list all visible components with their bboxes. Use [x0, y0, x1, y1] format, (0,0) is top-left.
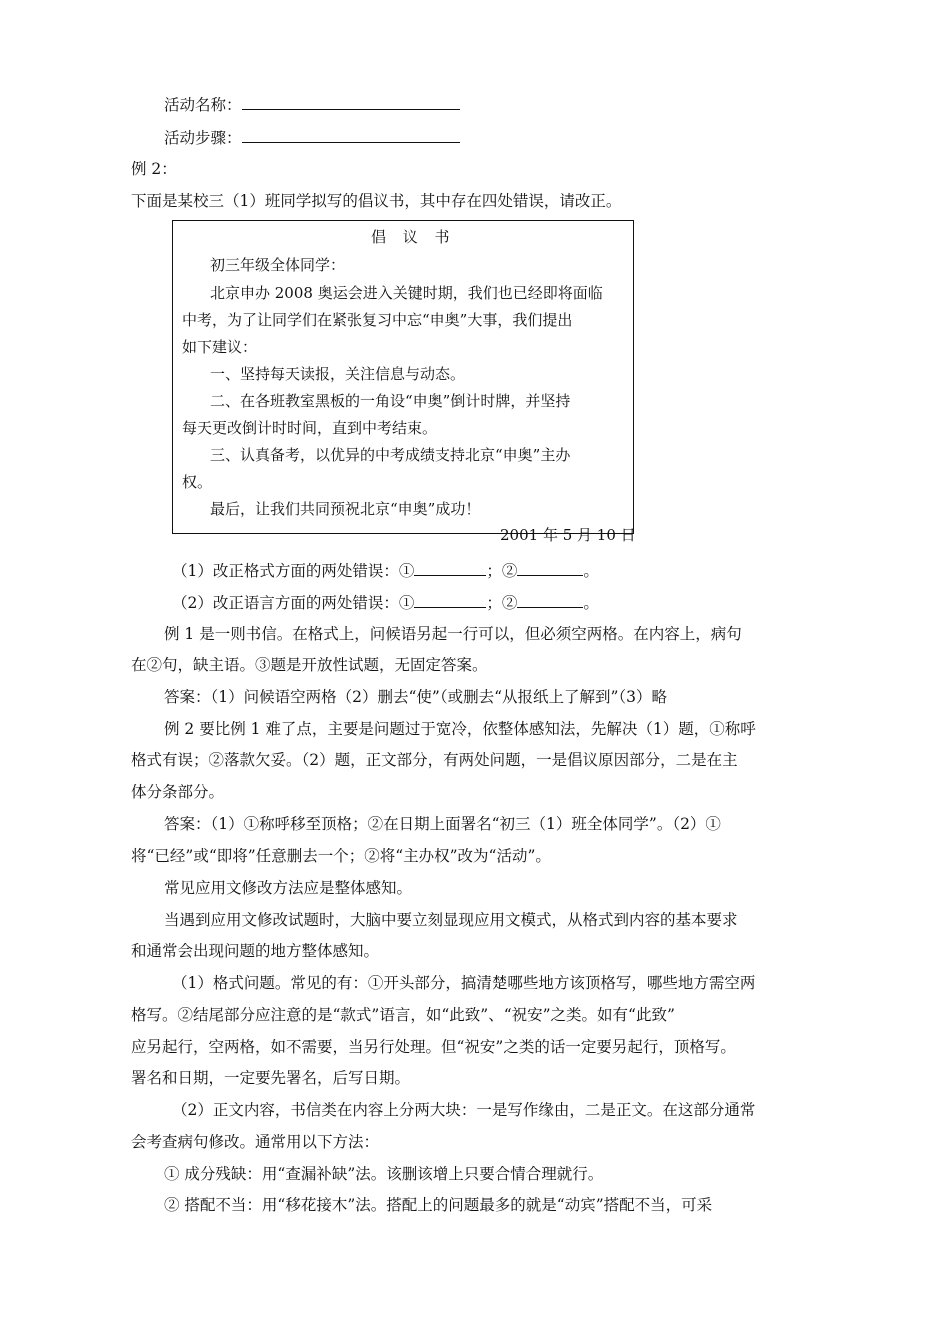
question-2-end: 。 — [583, 594, 599, 612]
question-1-end: 。 — [583, 562, 599, 580]
analysis-line: 体分条部分。 — [131, 783, 225, 801]
letter-closing: 最后，让我们共同预祝北京“申奥”成功！ — [210, 500, 481, 518]
activity-steps-label: 活动步骤： — [164, 129, 242, 147]
answer-blank-1[interactable] — [414, 560, 486, 576]
analysis-line: 格式有误；②落款欠妥。（2）题，正文部分，有两处问题，一是倡议原因部分，二是在主 — [131, 751, 738, 769]
analysis-line: 会考查病句修改。通常用以下方法： — [131, 1133, 380, 1151]
letter-item-2-cont: 每天更改倒计时时间，直到中考结束。 — [182, 419, 438, 437]
answer-blank-2[interactable] — [517, 560, 583, 576]
letter-paragraph-line: 中考，为了让同学们在紧张复习中忘“申奥”大事，我们提出 — [182, 311, 573, 329]
question-1-text: （1）改正格式方面的两处错误：① — [172, 562, 415, 580]
analysis-line: ② 搭配不当：用“移花接木”法。搭配上的问题最多的就是“动宾”搭配不当，可采 — [164, 1196, 713, 1214]
example2-heading: 例 2： — [131, 160, 177, 178]
analysis-line: 例 2 要比例 1 难了点，主要是问题过于宽冷，依整体感知法，先解决（1）题，①称呼 — [164, 720, 756, 738]
letter-title: 倡 议 书 — [371, 228, 456, 246]
question-2-sep: ；② — [486, 594, 518, 612]
letter-item-1: 一、坚持每天读报，关注信息与动态。 — [210, 365, 466, 383]
analysis-line: ① 成分残缺：用“查漏补缺”法。该删该增上只要合情合理就行。 — [164, 1165, 604, 1183]
activity-name-blank[interactable] — [242, 94, 460, 110]
activity-name-label: 活动名称： — [164, 96, 242, 114]
answer-line: 答案：（1）①称呼移至顶格；②在日期上面署名“初三（1）班全体同学”。（2）① — [164, 815, 721, 833]
answer-line: 答案：（1）问候语空两格（2）删去“使”（或删去“从报纸上了解到”（3）略 — [164, 688, 668, 706]
analysis-line: 应另起行，空两格，如不需要，当另行处理。但“祝安”之类的话一定要另起行，顶格写。 — [131, 1038, 736, 1056]
analysis-line: （2）正文内容，书信类在内容上分两大块：一是写作缘由，二是正文。在这部分通常 — [172, 1101, 756, 1119]
letter-paragraph-line: 北京申办 2008 奥运会进入关键时期，我们也已经即将面临 — [210, 284, 603, 302]
answer-blank-3[interactable] — [414, 592, 486, 608]
letter-item-3-cont: 权。 — [182, 473, 213, 491]
analysis-line: 常见应用文修改方法应是整体感知。 — [164, 879, 413, 897]
letter-salutation: 初三年级全体同学： — [210, 256, 346, 274]
answer-line: 将“已经”或“即将”任意删去一个；②将“主办权”改为“活动”。 — [131, 847, 551, 865]
analysis-line: 在②句，缺主语。③题是开放性试题，无固定答案。 — [131, 656, 488, 674]
proposal-letter-box — [172, 220, 636, 544]
activity-steps-row — [164, 127, 460, 148]
question-1 — [172, 560, 599, 581]
letter-date: 2001 年 5 月 10 日 — [500, 526, 636, 544]
letter-paragraph-line: 如下建议： — [182, 338, 258, 356]
analysis-line: （1）格式问题。常见的有：①开头部分，搞清楚哪些地方该顶格写，哪些地方需空两 — [172, 974, 756, 992]
question-1-sep: ；② — [486, 562, 518, 580]
question-2-text: （2）改正语言方面的两处错误：① — [172, 594, 415, 612]
activity-name-row — [164, 94, 460, 115]
analysis-line: 署名和日期，一定要先署名，后写日期。 — [131, 1069, 411, 1087]
analysis-line: 当遇到应用文修改试题时，大脑中要立刻显现应用文模式，从格式到内容的基本要求 — [164, 911, 738, 929]
analysis-line: 格写。②结尾部分应注意的是“款式”语言，如“此致”、“祝安”之类。如有“此致” — [131, 1006, 675, 1024]
letter-item-3: 三、认真备考，以优异的中考成绩支持北京“申奥”主办 — [210, 446, 571, 464]
answer-blank-4[interactable] — [517, 592, 583, 608]
analysis-line: 例 1 是一则书信。在格式上，问候语另起一行可以，但必须空两格。在内容上，病句 — [164, 625, 742, 643]
letter-item-2: 二、在各班教室黑板的一角设“申奥”倒计时牌，并坚持 — [210, 392, 571, 410]
example2-intro: 下面是某校三（1）班同学拟写的倡议书，其中存在四处错误，请改正。 — [131, 192, 622, 210]
analysis-line: 和通常会出现问题的地方整体感知。 — [131, 942, 380, 960]
question-2 — [172, 592, 599, 613]
activity-steps-blank[interactable] — [242, 127, 460, 143]
